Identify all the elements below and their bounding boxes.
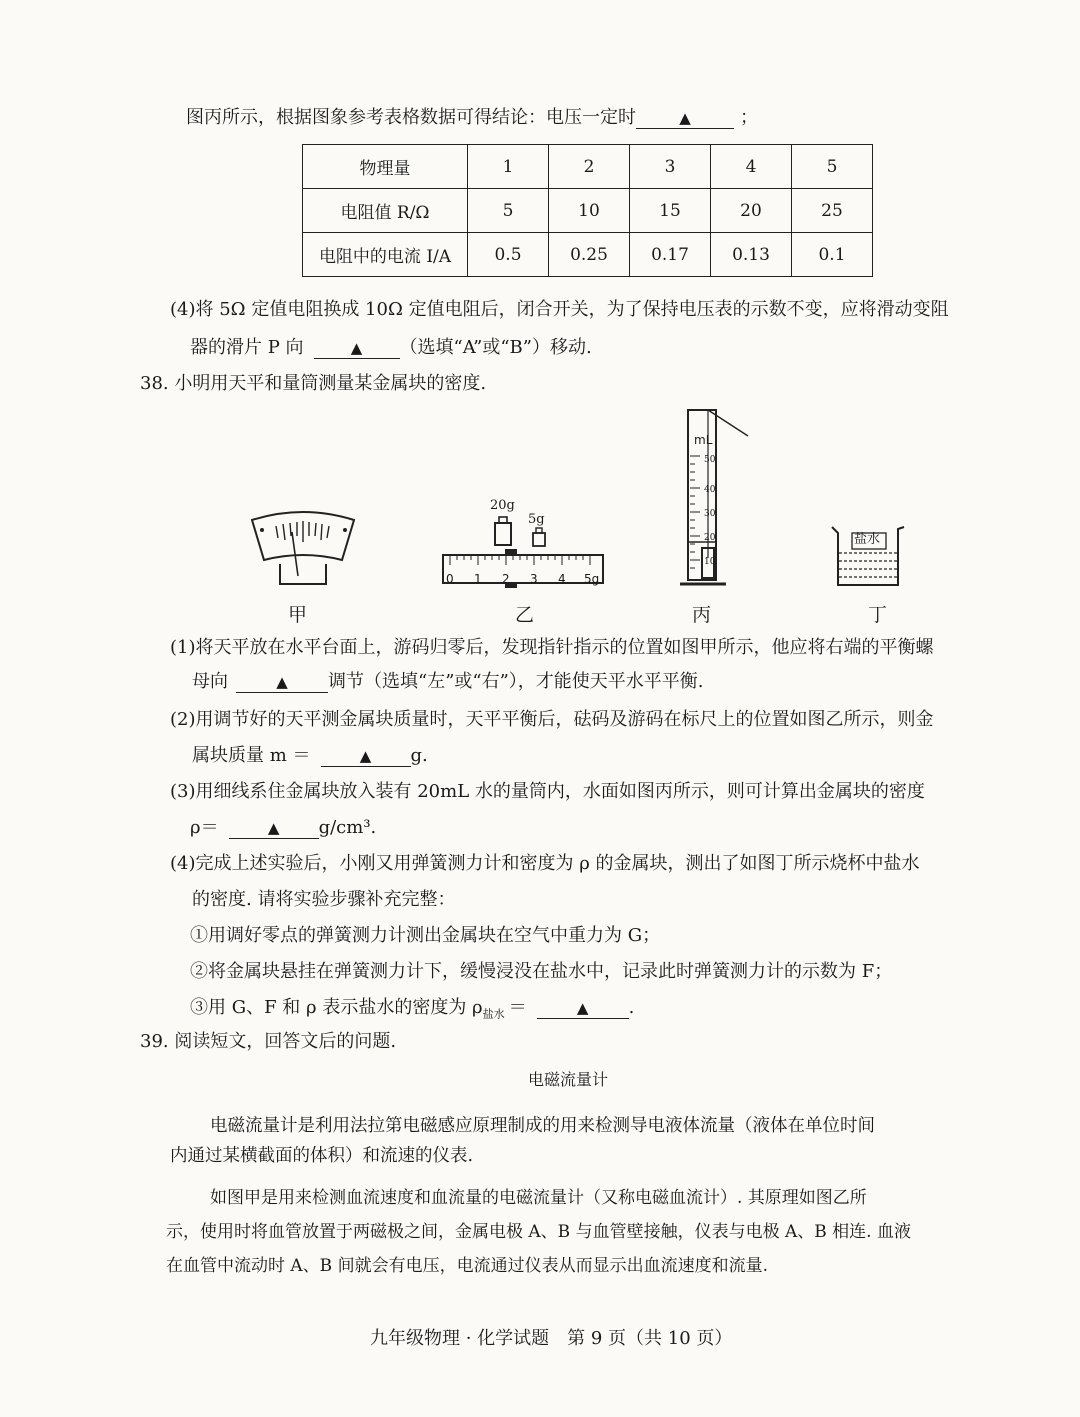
weight-5g-label: 5g — [528, 512, 545, 527]
article-para2-line3: 在血管中流动时 A、B 间就会有电压，电流通过仪表从而显示出血流速度和流量. — [166, 1256, 768, 1276]
table-cell: 5 — [468, 189, 549, 233]
table-cell: 0.13 — [711, 233, 792, 277]
scale-tick: 1 — [474, 572, 482, 586]
answer-blank[interactable]: ▲ — [229, 818, 319, 839]
answer-blank[interactable]: ▲ — [321, 746, 411, 767]
q38-part4-line2: 的密度. 请将实验步骤补充完整： — [192, 889, 456, 910]
figure-label-bing: 丙 — [692, 604, 712, 626]
article-para1-line2: 内通过某横截面的体积）和流速的仪表. — [170, 1146, 474, 1166]
q38-step3: ③用 G、F 和 ρ 表示盐水的密度为 $\rho_{盐水}$ ＝ ▲ . — [190, 997, 635, 1021]
answer-blank[interactable]: ▲ — [314, 338, 400, 359]
table-header-cell: 4 — [711, 145, 792, 189]
table-row — [303, 189, 873, 233]
cylinder-mark: 40 — [704, 485, 716, 495]
answer-blank[interactable]: ▲ — [537, 998, 629, 1019]
table-cell: 15 — [630, 189, 711, 233]
scale-tick: 0 — [446, 572, 454, 586]
table-cell: 电阻中的电流 I/A — [303, 233, 468, 277]
q38-part2-line1: (2)用调节好的天平测金属块质量时，天平平衡后，砝码及游码在标尺上的位置如图乙所示，则金 — [170, 709, 934, 730]
q38-part2-line2: 属块质量 m ＝ ▲ g. — [192, 745, 428, 766]
q37-part4-line2: 器的滑片 P 向 ▲ （选填“A”或“B”）移动. — [190, 337, 592, 358]
table-cell: 0.25 — [549, 233, 630, 277]
scale-tick: 3 — [530, 572, 538, 586]
figure-label-ding: 丁 — [868, 604, 888, 626]
q37-part4-line1: (4)将 5Ω 定值电阻换成 10Ω 定值电阻后，闭合开关，为了保持电压表的示数不变，应将滑动变阻 — [170, 299, 949, 320]
page-footer: 九年级物理 · 化学试题 第 9 页（共 10 页） — [370, 1328, 733, 1349]
scale-tick: 5g — [584, 572, 600, 586]
q38-part4-line1: (4)完成上述实验后，小刚又用弹簧测力计和密度为 ρ 的金属块，测出了如图丁所示烧杯中盐水 — [170, 853, 920, 874]
article-para2-line2: 示，使用时将血管放置于两磁极之间，金属电极 A、B 与血管壁接触，仪表与电极 A、B 相连. 血液 — [166, 1222, 911, 1242]
q38-step1: ①用调好零点的弹簧测力计测出金属块在空气中重力为 G； — [190, 925, 661, 946]
answer-blank[interactable]: ▲ — [636, 108, 734, 129]
table-cell: 0.5 — [468, 233, 549, 277]
cylinder-mark: 50 — [704, 455, 716, 465]
figure-label-yi: 乙 — [515, 604, 535, 626]
q38-step2: ②将金属块悬挂在弹簧测力计下，缓慢浸没在盐水中，记录此时弹簧测力计的示数为 F； — [190, 961, 893, 982]
table-header-cell: 5 — [792, 145, 873, 189]
article-title: 电磁流量计 — [528, 1070, 609, 1089]
table-cell: 0.1 — [792, 233, 873, 277]
table-header-cell: 物理量 — [303, 145, 468, 189]
table-cell: 电阻值 R/Ω — [303, 189, 468, 233]
table-cell: 25 — [792, 189, 873, 233]
weight-20g-label: 20g — [490, 498, 515, 513]
article-para2-line1: 如图甲是用来检测血流速度和血流量的电磁流量计（又称电磁血流计）. 其原理如图乙所 — [210, 1188, 867, 1208]
cylinder-mark: 30 — [704, 509, 716, 519]
table-cell: 20 — [711, 189, 792, 233]
table-header-cell: 3 — [630, 145, 711, 189]
answer-blank[interactable]: ▲ — [236, 672, 328, 693]
balance-dial-figure — [250, 512, 360, 592]
q38-part3-line2: ρ＝ ▲ g/cm³. — [190, 817, 377, 838]
graduated-cylinder-figure — [680, 408, 760, 593]
cylinder-mark: 20 — [704, 533, 716, 543]
cylinder-mark: 10 — [704, 557, 716, 567]
figure-label-jia: 甲 — [288, 604, 308, 626]
beaker-label: 盐水 — [854, 532, 881, 547]
table-cell: 10 — [549, 189, 630, 233]
article-para1-line1: 电磁流量计是利用法拉第电磁感应原理制成的用来检测导电液体流量（液体在单位时间 — [210, 1116, 875, 1136]
q38-part1-line2: 母向 ▲ 调节（选填“左”或“右”），才能使天平水平平衡. — [192, 671, 704, 692]
table-header-cell: 2 — [549, 145, 630, 189]
q38-part1-line1: (1)将天平放在水平台面上，游码归零后，发现指针指示的位置如图甲所示，他应将右端的平衡螺 — [170, 637, 934, 658]
scale-tick: 4 — [558, 572, 566, 586]
table-cell: 0.17 — [630, 233, 711, 277]
scale-tick: 2 — [502, 572, 510, 586]
table-row — [303, 233, 873, 277]
intro-line: 图丙所示，根据图象参考表格数据可得结论：电压一定时 ▲ ； — [186, 107, 758, 128]
table-header-row — [303, 145, 873, 189]
q39-title: 39. 阅读短文，回答文后的问题. — [140, 1031, 397, 1052]
q38-title: 38. 小明用天平和量筒测量某金属块的密度. — [140, 373, 487, 394]
q38-part3-line1: (3)用细线系住金属块放入装有 20mL 水的量筒内，水面如图丙所示，则可计算出金属块的密度 — [170, 781, 925, 802]
table-header-cell: 1 — [468, 145, 549, 189]
data-table — [302, 144, 873, 277]
cylinder-unit-label: mL — [694, 433, 713, 447]
